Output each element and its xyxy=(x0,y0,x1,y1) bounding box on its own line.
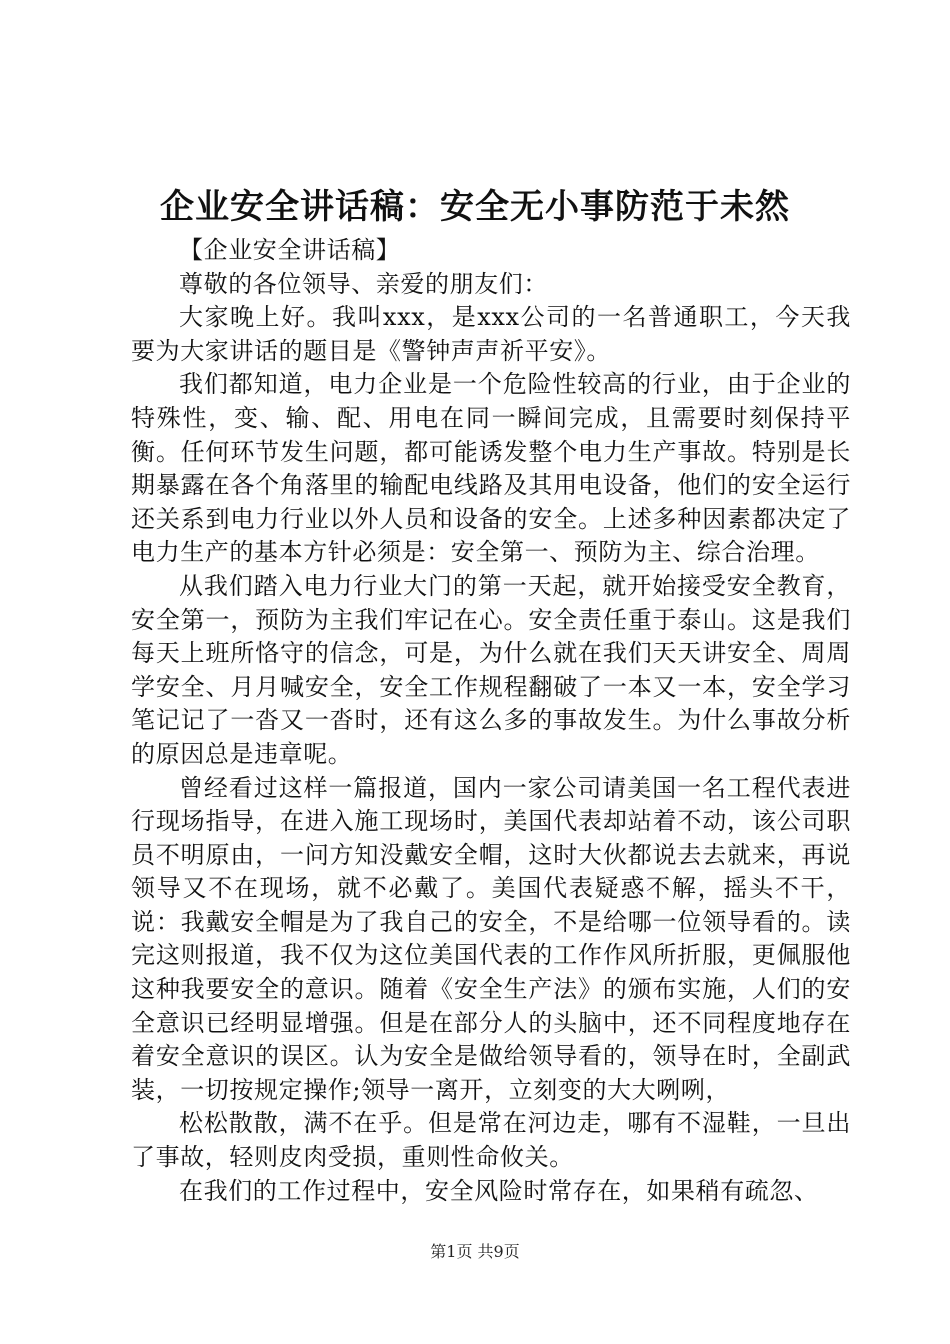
paragraph: 在我们的工作过程中，安全风险时常存在，如果稍有疏忽、 xyxy=(179,1176,819,1205)
paragraph: 我们都知道，电力企业是一个危险性较高的行业，由于企业的特殊性，变、输、配、用电在同一瞬间完成，且需要时刻保持平衡。任何环节发生问题，都可能诱发整个电力生产事故。特别是长期暴露在各个角落里的输配电线路及其用电设备，他们的安全运行还关系到电力行业以外人员和设备的安全。上述多种因素都决定了电力生产的基本方针必须是：安全第一、预防为主、综合治理。 xyxy=(131,370,851,567)
document-body xyxy=(131,234,851,1208)
paragraph: 曾经看过这样一篇报道，国内一家公司请美国一名工程代表进行现场指导，在进入施工现场时，美国代表却站着不动，该公司职员不明原由，一问方知没戴安全帽，这时大伙都说去去就来，再说领导又不在现场，就不必戴了。美国代表疑惑不解，摇头不干，说：我戴安全帽是为了我自己的安全，不是给哪一位领导看的。读完这则报道，我不仅为这位美国代表的工作作风所折服，更佩服他这种我要安全的意识。随着《安全生产法》的颁布实施，人们的安全意识已经明显增强。但是在部分人的头脑中，还不同程度地存在着安全意识的误区。认为安全是做给领导看的，领导在时，全副武装，一切按规定操作;领导一离开，立刻变的大大咧咧， xyxy=(131,773,851,1104)
section-label: 【企业安全讲话稿】 xyxy=(179,236,401,264)
paragraph: 从我们踏入电力行业大门的第一天起，就开始接受安全教育，安全第一，预防为主我们牢记在心。安全责任重于泰山。这是我们每天上班所恪守的信念，可是，为什么就在我们天天讲安全、周周学安全、月月喊安全，安全工作规程翻破了一本又一本，安全学习笔记记了一沓又一沓时，还有这么多的事故发生。为什么事故分析的原因总是违章呢。 xyxy=(131,571,851,768)
paragraph: 大家晚上好。我叫xxx，是xxx公司的一名普通职工，今天我要为大家讲话的题目是《警钟声声祈平安》。 xyxy=(131,303,851,365)
salutation: 尊敬的各位领导、亲爱的朋友们： xyxy=(179,269,548,298)
page-number-footer: 第1页 共9页 xyxy=(430,1242,520,1261)
paragraph: 松松散散，满不在乎。但是常在河边走，哪有不湿鞋，一旦出了事故，轻则皮肉受损，重则性命攸关。 xyxy=(131,1109,851,1172)
document-title: 企业安全讲话稿：安全无小事防范于未然 xyxy=(160,187,790,227)
